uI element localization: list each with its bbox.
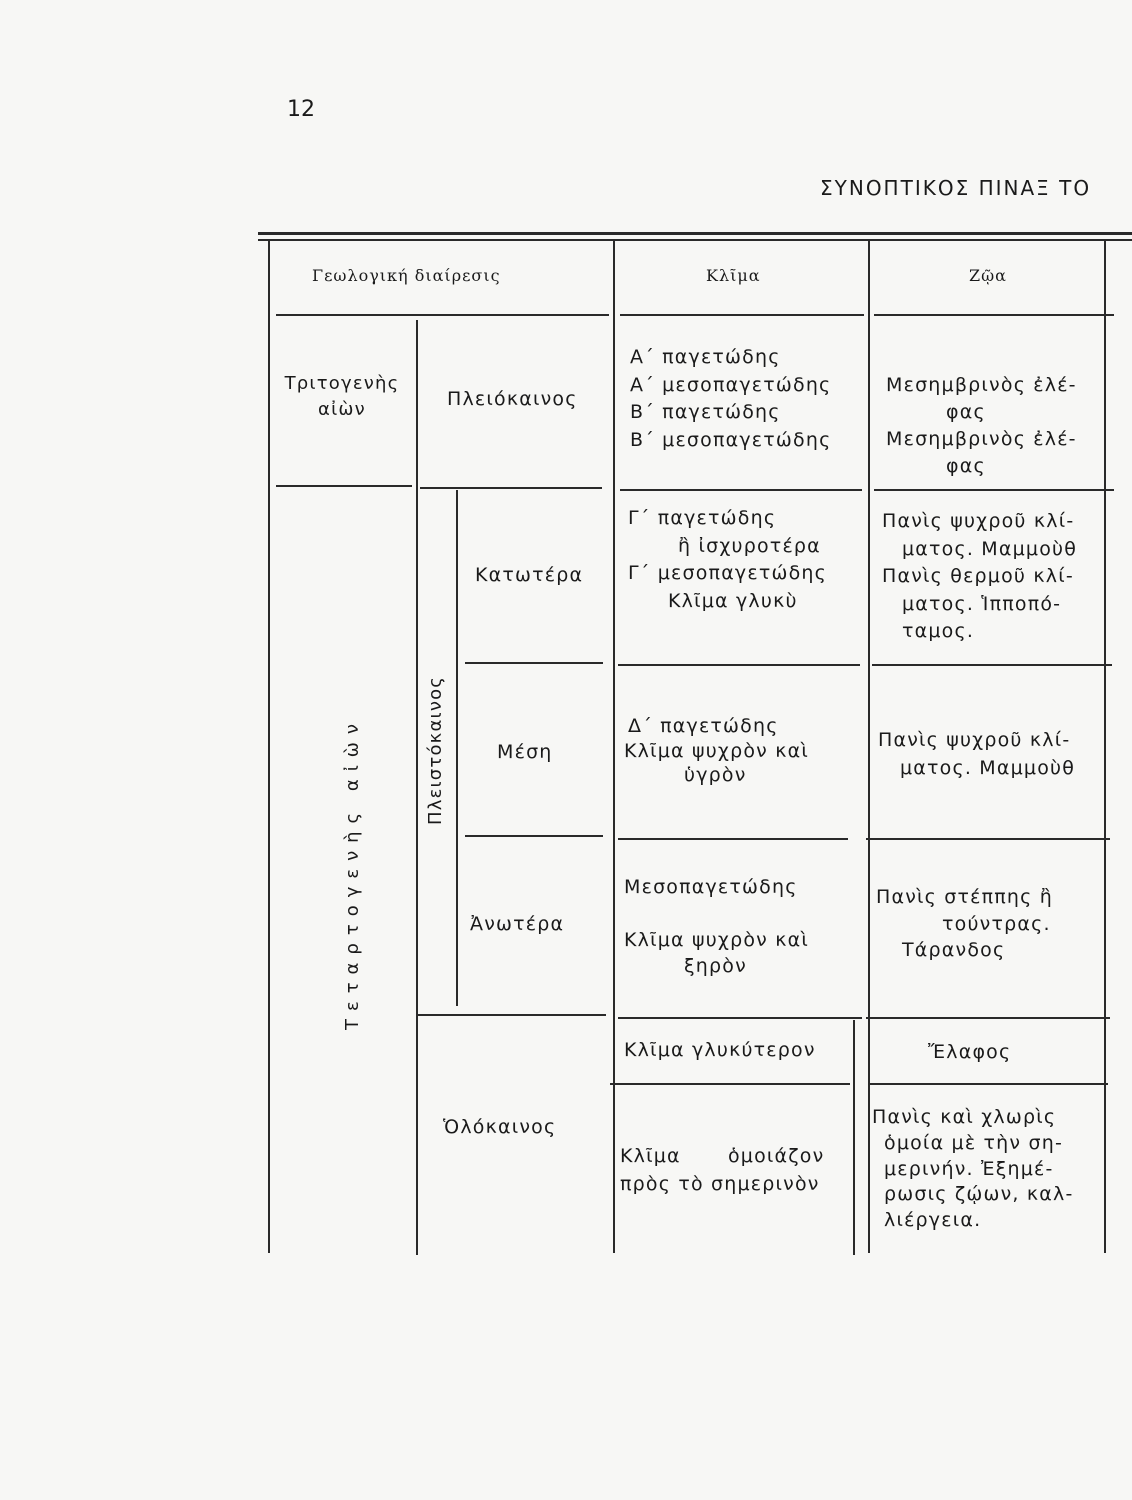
epoch-holocene: Ὁλόκαινος (443, 1116, 557, 1138)
pliocene-rule (420, 487, 602, 489)
row2-climate: Γ΄ παγετώδης ἢ ἰσχυροτέρα Γ΄ μεσοπαγετώδης Κλῖμα γλυκὺ (628, 507, 827, 612)
era-tertiary: Τριτογενὴς αἰὼν (284, 373, 400, 421)
row2-climate-rule (618, 664, 860, 666)
row6-animals: Πανὶς καὶ χλωρὶς ὁμοία μὲ τὴν ση- μερινήν. Ἐξημέ- ρωσις ζῴων, καλ- λιέργεια. (872, 1106, 1074, 1232)
row3-animals-rule (866, 838, 1110, 840)
row5-animals: Ἔλαφος (928, 1041, 1012, 1063)
row4-animals-rule (866, 1017, 1110, 1019)
left-border (268, 241, 270, 1253)
era-epoch-border (416, 320, 418, 1255)
row1-animals-rule (874, 489, 1114, 491)
lower-rule (465, 662, 603, 664)
header-division: Γεωλογική διαίρεσις (312, 266, 501, 285)
middle-rule (465, 835, 603, 837)
row2-animals: Πανὶς ψυχροῦ κλί- ματος. Μαμμοὺθ Πανὶς θερμοῦ κλί- ματος. Ἱπποπό- ταμος. (882, 510, 1078, 643)
row1-animals: Μεσημβρινὸς ἐλέ- φας Μεσημβρινὸς ἐλέ- φας (886, 374, 1077, 477)
row2-animals-rule (872, 664, 1112, 666)
row5-animals-rule (868, 1083, 1108, 1085)
row4-climate: Κλῖμα ψυχρὸν καὶ ξηρὸν (624, 929, 809, 977)
row4-climate-0: Μεσοπαγετώδης (624, 876, 798, 898)
row4-animals: Πανὶς στέππης ἢ τούντρας. Τάρανδος (876, 886, 1053, 962)
row5-climate: Κλῖμα γλυκύτερον (624, 1039, 816, 1061)
header-rule-1 (276, 314, 609, 316)
climate-animals-border (868, 241, 870, 1253)
row5-climate-rule (610, 1083, 850, 1085)
row3-climate: Δ΄ παγετώδης Κλῖμα ψυχρὸν καὶ ὑγρὸν (624, 715, 809, 787)
row6-climate: Κλῖμα ὁμοιάζον πρὸς τὸ σημερινὸν (620, 1145, 825, 1195)
epoch-subdivision-border (456, 490, 458, 1006)
page-number: 12 (287, 97, 315, 122)
epoch-pliocene: Πλειόκαινος (447, 388, 578, 410)
tertiary-rule (276, 485, 412, 487)
row1-climate-rule (620, 489, 862, 491)
row4-climate-rule (618, 1017, 862, 1019)
header-rule-3 (874, 314, 1114, 316)
era-quaternary: Τεταρτογενὴς αἰὼν (342, 716, 363, 1030)
holocene-climate-border (853, 1020, 855, 1255)
row1-climate: Α΄ παγετώδης Α΄ μεσοπαγετώδης Β΄ παγετώδης Β΄ μεσοπαγετώδης (630, 346, 832, 451)
subdivision-middle: Μέση (497, 741, 553, 763)
top-rule (258, 232, 1132, 235)
subdivision-upper: Ἀνωτέρα (470, 913, 565, 935)
top-rule-thin (258, 239, 1132, 241)
row3-animals: Πανὶς ψυχροῦ κλί- ματος. Μαμμοὺθ (878, 729, 1076, 779)
header-climate: Κλῖμα (706, 266, 761, 285)
epoch-pleistocene: Πλειστόκαινος (425, 675, 446, 825)
row3-climate-rule (618, 838, 848, 840)
right-border (1104, 241, 1106, 1253)
subdivision-lower: Κατωτέρα (475, 564, 584, 586)
pleistocene-rule (416, 1014, 606, 1016)
division-climate-border (613, 241, 615, 1253)
page-title: ΣΥΝΟΠΤΙΚΟΣ ΠΙΝΑΞ ΤΟ (820, 176, 1092, 200)
header-rule-2 (620, 314, 864, 316)
header-animals: Ζῷα (969, 266, 1007, 285)
